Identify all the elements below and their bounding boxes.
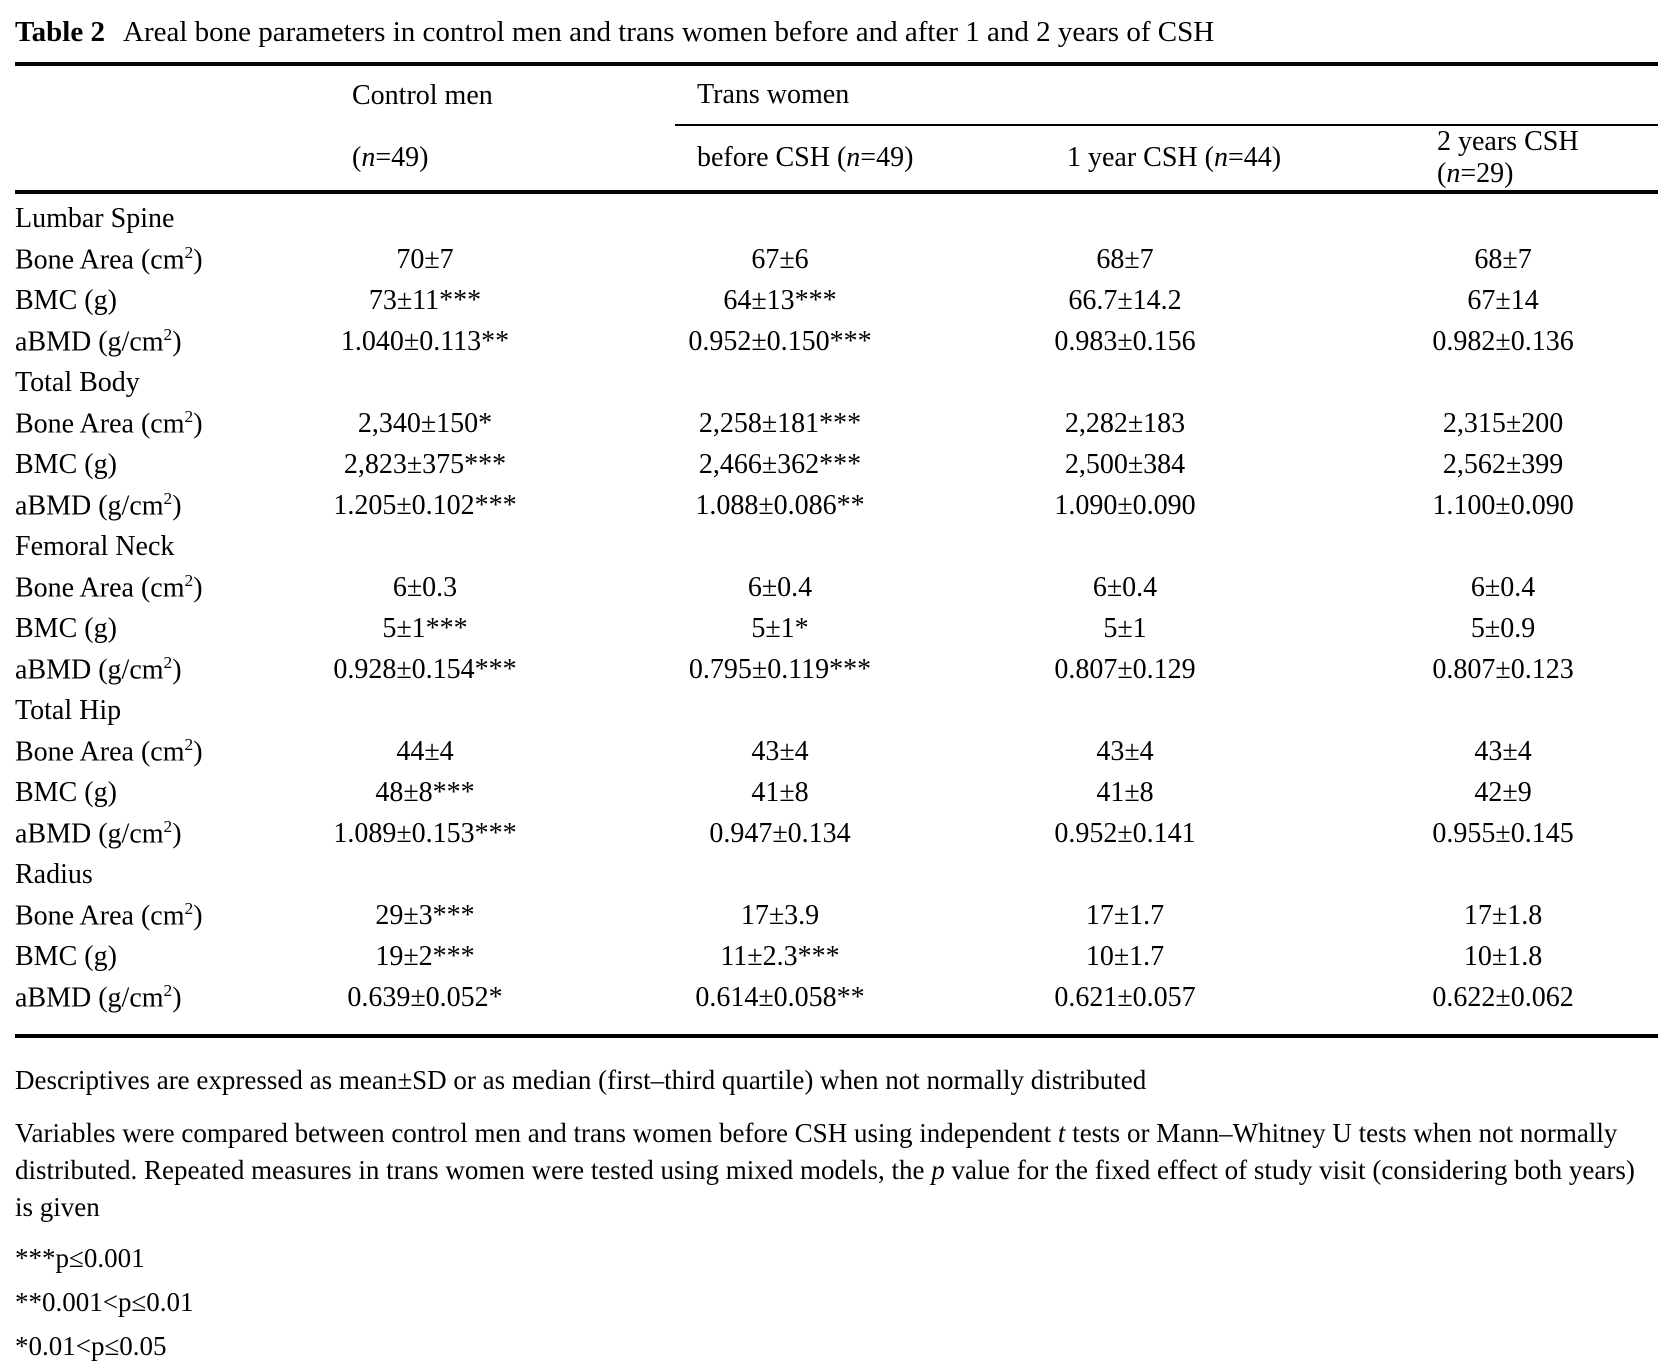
row-label: aBMD $(g/cm^2)$ [15,324,182,358]
column-header-before-csh: before CSH (n=49) [697,142,914,173]
row-label: aBMD $(g/cm^2)$ [15,980,182,1014]
column-header-row [15,125,1658,190]
table-row [15,239,1658,280]
value-cell: 0.807±0.129 [1054,653,1196,685]
value-cell: 0.795±0.119*** [688,653,872,685]
table-caption [15,10,1658,50]
value-cell: 66.7±14.2 [1068,284,1182,316]
value-cell: 43±4 [751,735,809,767]
row-label: aBMD $(g/cm^2)$ [15,816,182,850]
section-label: Lumbar Spine [15,202,175,234]
value-cell: 5±1*** [382,612,468,644]
value-cell: 0.952±0.150*** [688,325,872,357]
section-label: Radius [15,858,93,890]
value-cell: 42±9 [1474,776,1532,808]
value-cell: 1.100±0.090 [1432,489,1574,521]
value-cell: 0.807±0.123 [1432,653,1574,685]
table-row [15,813,1658,854]
data-table [15,198,1658,1018]
header-bottom-rule [15,190,1658,194]
section-row [15,362,1658,403]
empty-header-cell [15,125,330,190]
section-label: Femoral Neck [15,530,175,562]
value-cell: 6±0.4 [747,571,813,603]
header-table [15,66,1658,190]
value-cell: 5±0.9 [1470,612,1536,644]
row-label: BMC (g) [15,612,117,644]
row-label: aBMD $(g/cm^2)$ [15,488,182,522]
section-label: Total Hip [15,694,122,726]
value-cell: 10±1.8 [1463,940,1543,972]
footnote-significance-01: **0.001<p≤0.01 [15,1287,194,1317]
row-label: BMC (g) [15,776,117,808]
column-header-2-years-csh: 2 years CSH (n=29) [1437,126,1579,189]
value-cell: 1.090±0.090 [1054,489,1196,521]
value-cell: 41±8 [751,776,809,808]
table-row [15,444,1658,485]
value-cell: 11±2.3*** [720,940,840,972]
column-header-1-year-csh: 1 year CSH (n=44) [1067,142,1282,173]
row-label: Bone Area $(cm^2)$ [15,734,203,768]
table-row [15,649,1658,690]
row-label: BMC (g) [15,284,117,316]
value-cell: 17±1.7 [1085,899,1165,931]
value-cell: 68±7 [1096,243,1154,275]
table-row [15,772,1658,813]
column-header-control-n49: (n=49) [352,141,429,173]
value-cell: 1.088±0.086** [695,489,865,521]
value-cell: 70±7 [396,243,454,275]
value-cell: 1.089±0.153*** [333,817,517,849]
value-cell: 0.622±0.062 [1432,981,1574,1013]
value-cell: 0.982±0.136 [1432,325,1574,357]
footnote-methods: Variables were compared between control men and trans women before CSH using independent t tests or Mann–Whitney U tests when not normally distributed. Repeated measures in trans women were tested using mixed models, the p value for the fixed effect of study visit (considering both years) is given [15,1118,1635,1222]
value-cell: 5±1 [1103,612,1147,644]
value-cell: 2,466±362*** [698,448,862,480]
value-cell: 0.983±0.156 [1054,325,1196,357]
value-cell: 0.614±0.058** [695,981,865,1013]
value-cell: 1.205±0.102*** [333,489,517,521]
value-cell: 0.947±0.134 [709,817,851,849]
value-cell: 17±1.8 [1463,899,1543,931]
value-cell: 0.639±0.052* [347,981,503,1013]
row-label: Bone Area $(cm^2)$ [15,898,203,932]
value-cell: 2,340±150* [357,407,493,439]
value-cell: 0.955±0.145 [1432,817,1574,849]
table-caption-text: Areal bone parameters in control men and trans women before and after 1 and 2 years of CSH [123,16,1215,48]
row-label: BMC (g) [15,448,117,480]
value-cell: 6±0.4 [1470,571,1536,603]
value-cell: 29±3*** [375,899,475,931]
value-cell: 6±0.4 [1092,571,1158,603]
value-cell: 0.928±0.154*** [333,653,517,685]
footnotes [15,1062,1658,1363]
table-row [15,403,1658,444]
value-cell: 2,500±384 [1064,448,1186,480]
value-cell: 19±2*** [375,940,475,972]
table-number: Table 2 [15,16,105,48]
value-cell: 67±6 [751,243,809,275]
table-row [15,485,1658,526]
value-cell: 73±11*** [368,284,482,316]
section-row [15,690,1658,731]
section-label: Total Body [15,366,140,398]
row-label: Bone Area $(cm^2)$ [15,242,203,276]
table-row [15,567,1658,608]
table-row [15,977,1658,1018]
footnote-significance-05: *0.01<p≤0.05 [15,1331,167,1361]
value-cell: 2,315±200 [1442,407,1564,439]
row-label: aBMD $(g/cm^2)$ [15,652,182,686]
row-label: Bone Area $(cm^2)$ [15,406,203,440]
column-group-control-men: Control men [352,79,493,111]
value-cell: 5±1* [751,612,809,644]
value-cell: 0.621±0.057 [1054,981,1196,1013]
value-cell: 6±0.3 [392,571,458,603]
table-row [15,608,1658,649]
value-cell: 2,562±399 [1442,448,1564,480]
section-row [15,854,1658,895]
row-label: Bone Area $(cm^2)$ [15,570,203,604]
value-cell: 41±8 [1096,776,1154,808]
column-group-trans-women: Trans women [675,66,1658,125]
footnote-descriptives: Descriptives are expressed as mean±SD or as median (first–third quartile) when not normally distributed [15,1065,1147,1095]
empty-corner-cell [15,66,330,125]
value-cell: 2,823±375*** [343,448,507,480]
column-group-row [15,66,1658,125]
value-cell: 68±7 [1474,243,1532,275]
section-row [15,198,1658,239]
value-cell: 17±3.9 [740,899,820,931]
table-row [15,321,1658,362]
value-cell: 44±4 [396,735,454,767]
value-cell: 43±4 [1096,735,1154,767]
value-cell: 0.952±0.141 [1054,817,1196,849]
section-row [15,526,1658,567]
value-cell: 67±14 [1467,284,1539,316]
table-row [15,895,1658,936]
table-bottom-rule [15,1034,1658,1038]
value-cell: 10±1.7 [1085,940,1165,972]
row-label: BMC (g) [15,940,117,972]
value-cell: 64±13*** [723,284,837,316]
footnote-significance-001: ***p≤0.001 [15,1243,145,1273]
value-cell: 48±8*** [375,776,475,808]
value-cell: 2,258±181*** [698,407,862,439]
value-cell: 2,282±183 [1064,407,1186,439]
table-row [15,280,1658,321]
table-row [15,731,1658,772]
value-cell: 1.040±0.113** [340,325,510,357]
table-row [15,936,1658,977]
value-cell: 43±4 [1474,735,1532,767]
